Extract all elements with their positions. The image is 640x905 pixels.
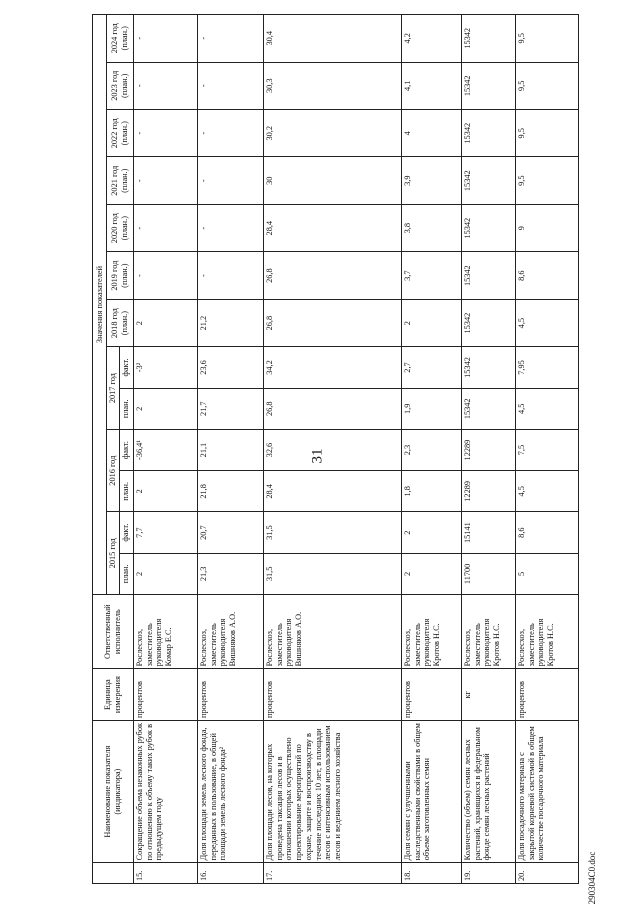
value-2017-plan: 1,9	[401, 388, 461, 429]
header-plan: план.	[119, 553, 133, 594]
header-plan: план.	[119, 471, 133, 512]
header-2020: 2020 год (план.)	[107, 204, 134, 251]
header-unit: Единица измерения	[93, 669, 134, 721]
value-2023: -	[197, 62, 263, 109]
value-2015-fact: 8,6	[515, 512, 578, 553]
value-2020: -	[197, 204, 263, 251]
value-2020: 3,8	[401, 204, 461, 251]
header-num	[93, 863, 134, 884]
value-2017-fact: 7,95	[515, 347, 578, 388]
rotated-table-container	[92, 14, 577, 884]
table-header	[93, 15, 134, 884]
header-2015: 2015 год	[107, 512, 120, 595]
responsible-cell: Рослесхоз, заместитель руководителя Кротов Н.С.	[401, 595, 461, 669]
unit-cell: процентов	[401, 669, 461, 721]
row-number: 16.	[197, 863, 263, 884]
responsible-cell: Рослесхоз, заместитель руководителя Вишняков А.О.	[263, 595, 401, 669]
value-2022: 30,2	[263, 110, 401, 157]
value-2023: 30,3	[263, 62, 401, 109]
header-fact: факт.	[119, 512, 133, 553]
value-2023: 15342	[461, 62, 515, 109]
indicator-name: Количество (объем) семян лесных растений, хранящихся в федеральном фонде семян лесных растений	[461, 720, 515, 862]
value-2016-plan: 21,8	[197, 471, 263, 512]
value-2022: 9,5	[515, 110, 578, 157]
value-2022: -	[133, 110, 197, 157]
value-2019: 8,6	[515, 252, 578, 299]
table-row	[197, 15, 263, 884]
header-plan: план.	[119, 388, 133, 429]
table-body	[133, 15, 578, 884]
value-2016-fact: 12289	[461, 429, 515, 470]
value-2016-plan: 1,8	[401, 471, 461, 512]
indicator-name: Сокращение объема незаконных рубок по отношению к объему таких рубок в предыдущем году	[133, 720, 197, 862]
value-2018: 4,5	[515, 299, 578, 346]
value-2024: -	[133, 15, 197, 63]
value-2023: 9,5	[515, 62, 578, 109]
value-2017-plan: 15342	[461, 388, 515, 429]
value-2016-plan: 12289	[461, 471, 515, 512]
header-2016: 2016 год	[107, 429, 120, 512]
value-2019: 15342	[461, 252, 515, 299]
header-2022: 2022 год (план.)	[107, 110, 134, 157]
row-number: 20.	[515, 863, 578, 884]
unit-cell: кг	[461, 669, 515, 721]
value-2015-plan: 11700	[461, 553, 515, 594]
value-2017-fact: 2,7	[401, 347, 461, 388]
value-2021: 30	[263, 157, 401, 204]
table-row	[515, 15, 578, 884]
value-2015-fact: 2	[401, 512, 461, 553]
value-2016-fact: -36,4¹	[133, 429, 197, 470]
unit-cell: процентов	[515, 669, 578, 721]
value-2023: 4,1	[401, 62, 461, 109]
value-2016-plan: 28,4	[263, 471, 401, 512]
value-2019: -	[133, 252, 197, 299]
value-2017-plan: 4,5	[515, 388, 578, 429]
header-fact: факт.	[119, 347, 133, 388]
value-2022: 15342	[461, 110, 515, 157]
value-2020: 15342	[461, 204, 515, 251]
responsible-cell: Рослесхоз, заместитель руководителя Кротов Н.С.	[515, 595, 578, 669]
header-2024: 2024 год (план.)	[107, 15, 134, 63]
value-2017-plan: 21,7	[197, 388, 263, 429]
value-2017-fact: 23,6	[197, 347, 263, 388]
value-2015-fact: 7,7	[133, 512, 197, 553]
responsible-cell: Рослесхоз, заместитель руководителя Вишняков А.О.	[197, 595, 263, 669]
value-2015-fact: 31,5	[263, 512, 401, 553]
header-2023: 2023 год (план.)	[107, 62, 134, 109]
value-2018: 15342	[461, 299, 515, 346]
value-2020: -	[133, 204, 197, 251]
value-2017-fact: -3²	[133, 347, 197, 388]
unit-cell: процентов	[197, 669, 263, 721]
value-2015-plan: 2	[133, 553, 197, 594]
value-2024: 15342	[461, 15, 515, 63]
row-number: 18.	[401, 863, 461, 884]
header-2018: 2018 год (план.)	[107, 299, 134, 346]
value-2022: 4	[401, 110, 461, 157]
unit-cell: процентов	[263, 669, 401, 721]
value-2024: 4,2	[401, 15, 461, 63]
responsible-cell: Рослесхоз, заместитель руководителя Кротов Н.С.	[461, 595, 515, 669]
value-2022: -	[197, 110, 263, 157]
value-2016-fact: 2,3	[401, 429, 461, 470]
value-2017-plan: 26,8	[263, 388, 401, 429]
indicator-name: Доля посадочного материала с закрытой корневой системой в общем количестве посадочного материала	[515, 720, 578, 862]
value-2021: -	[197, 157, 263, 204]
page-number: 31	[309, 448, 326, 464]
value-2016-fact: 7,5	[515, 429, 578, 470]
header-2021: 2021 год (план.)	[107, 157, 134, 204]
indicator-name: Доля семян с улучшенными наследственными свойствами в общем объеме заготовленных семян	[401, 720, 461, 862]
value-2024: 9,5	[515, 15, 578, 63]
value-2017-plan: 2	[133, 388, 197, 429]
value-2018: 26,8	[263, 299, 401, 346]
value-2019: 3,7	[401, 252, 461, 299]
value-2018: 21,2	[197, 299, 263, 346]
value-2019: 26,8	[263, 252, 401, 299]
table-row	[133, 15, 197, 884]
value-2015-plan: 31,5	[263, 553, 401, 594]
value-2015-fact: 15141	[461, 512, 515, 553]
value-2019: -	[197, 252, 263, 299]
value-2020: 9	[515, 204, 578, 251]
header-fact: факт.	[119, 429, 133, 470]
indicators-table	[92, 14, 579, 884]
value-2016-fact: 21,1	[197, 429, 263, 470]
value-2018: 2	[133, 299, 197, 346]
value-2016-plan: 2	[133, 471, 197, 512]
responsible-cell: Рослесхоз, заместитель руководителя Комар Е.С.	[133, 595, 197, 669]
footer-filename: 290304С0.doc	[587, 851, 597, 905]
header-values-group: Значения показателей	[93, 15, 107, 595]
table-row	[263, 15, 401, 884]
value-2015-plan: 2	[401, 553, 461, 594]
value-2015-plan: 5	[515, 553, 578, 594]
value-2016-plan: 4,5	[515, 471, 578, 512]
value-2021: -	[133, 157, 197, 204]
value-2021: 3,9	[401, 157, 461, 204]
header-2019: 2019 год (план.)	[107, 252, 134, 299]
table-row	[461, 15, 515, 884]
header-responsible: Ответственный исполнитель	[93, 595, 134, 669]
value-2021: 9,5	[515, 157, 578, 204]
value-2017-fact: 34,2	[263, 347, 401, 388]
row-number: 19.	[461, 863, 515, 884]
header-2017: 2017 год	[107, 347, 120, 430]
header-name: Наименование показателя (индикатора)	[93, 720, 134, 862]
indicator-name: Доля площади лесов, на которых проведена таксация лесов и в отношении которых осуществлено проектирование мероприятий по охране, защите и воспроизводству в течение последних 10 лет, в площади лесов с интенсивным использованием лесов и ведением лесного хозяйства	[263, 720, 401, 862]
value-2021: 15342	[461, 157, 515, 204]
value-2016-fact: 32,6	[263, 429, 401, 470]
row-number: 15.	[133, 863, 197, 884]
value-2018: 2	[401, 299, 461, 346]
value-2015-fact: 20,7	[197, 512, 263, 553]
value-2024: -	[197, 15, 263, 63]
table-row	[401, 15, 461, 884]
value-2023: -	[133, 62, 197, 109]
indicator-name: Доля площади земель лесного фонда, переданных в пользование, в общей площади земель лесного фонда²	[197, 720, 263, 862]
value-2020: 28,4	[263, 204, 401, 251]
value-2015-plan: 21,3	[197, 553, 263, 594]
unit-cell: процентов	[133, 669, 197, 721]
value-2017-fact: 15342	[461, 347, 515, 388]
value-2024: 30,4	[263, 15, 401, 63]
row-number: 17.	[263, 863, 401, 884]
